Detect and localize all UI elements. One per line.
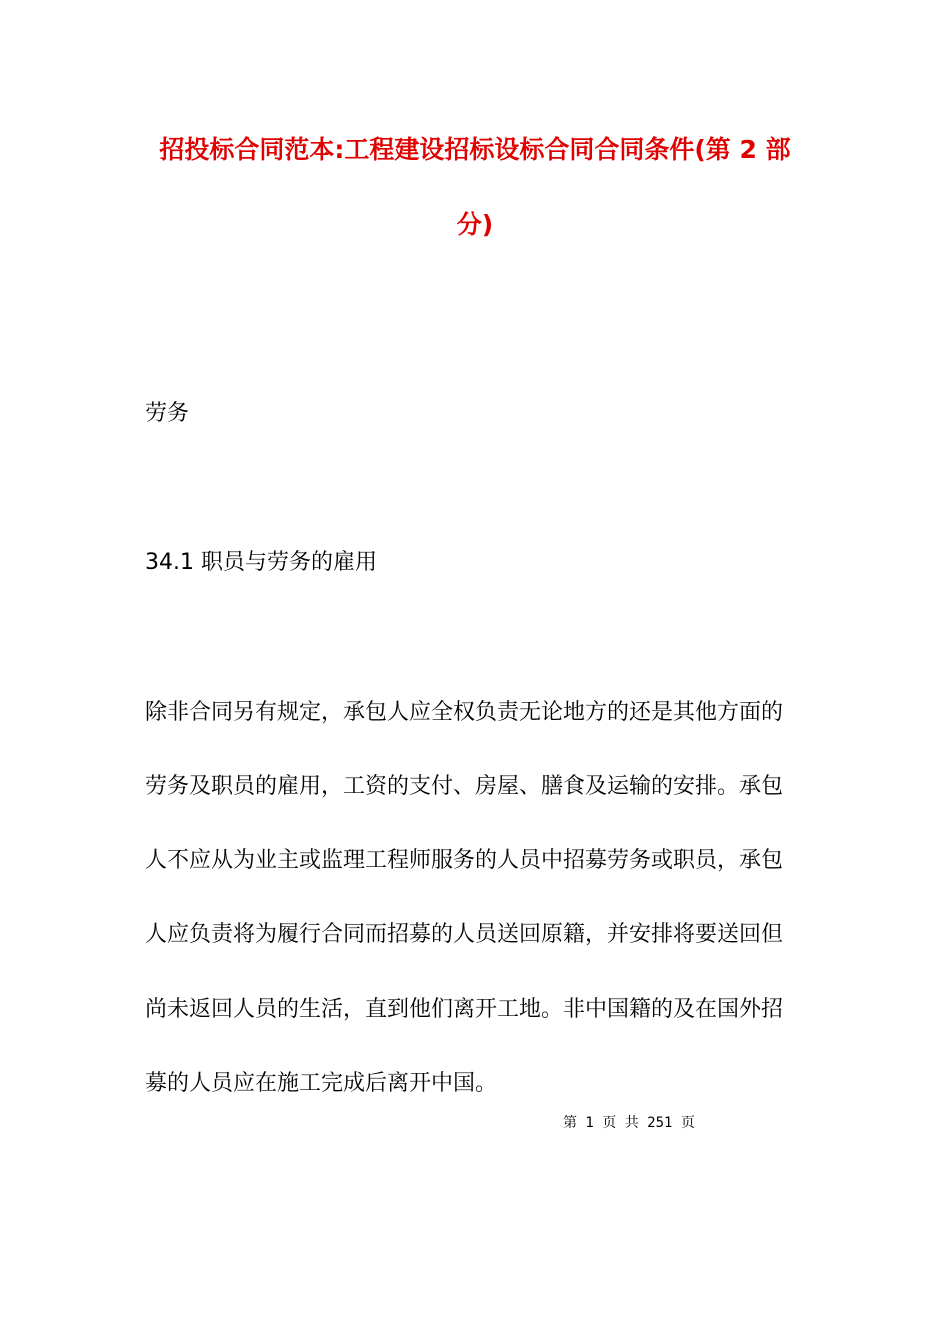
document-title-line-1: 招投标合同范本:工程建设招标设标合同合同条件(第 2 部 [159, 135, 791, 164]
body-line: 尚未返回人员的生活，直到他们离开工地。非中国籍的及在国外招 [145, 997, 784, 1022]
body-line: 除非合同另有规定，承包人应全权负责无论地方的还是其他方面的 [145, 700, 784, 725]
section-heading: 劳务 [145, 401, 190, 426]
subsection-heading: 34.1 职员与劳务的雇用 [145, 550, 377, 575]
body-line: 募的人员应在施工完成后离开中国。 [145, 1071, 498, 1096]
body-line: 人不应从为业主或监理工程师服务的人员中招募劳务或职员，承包 [145, 848, 784, 873]
document-title-line-2: 分) [456, 210, 494, 239]
page-footer: 第 1 页 共 251 页 [563, 1115, 695, 1131]
body-line: 人应负责将为履行合同而招募的人员送回原籍，并安排将要送回但 [145, 922, 784, 947]
body-line: 劳务及职员的雇用，工资的支付、房屋、膳食及运输的安排。承包 [145, 774, 784, 799]
